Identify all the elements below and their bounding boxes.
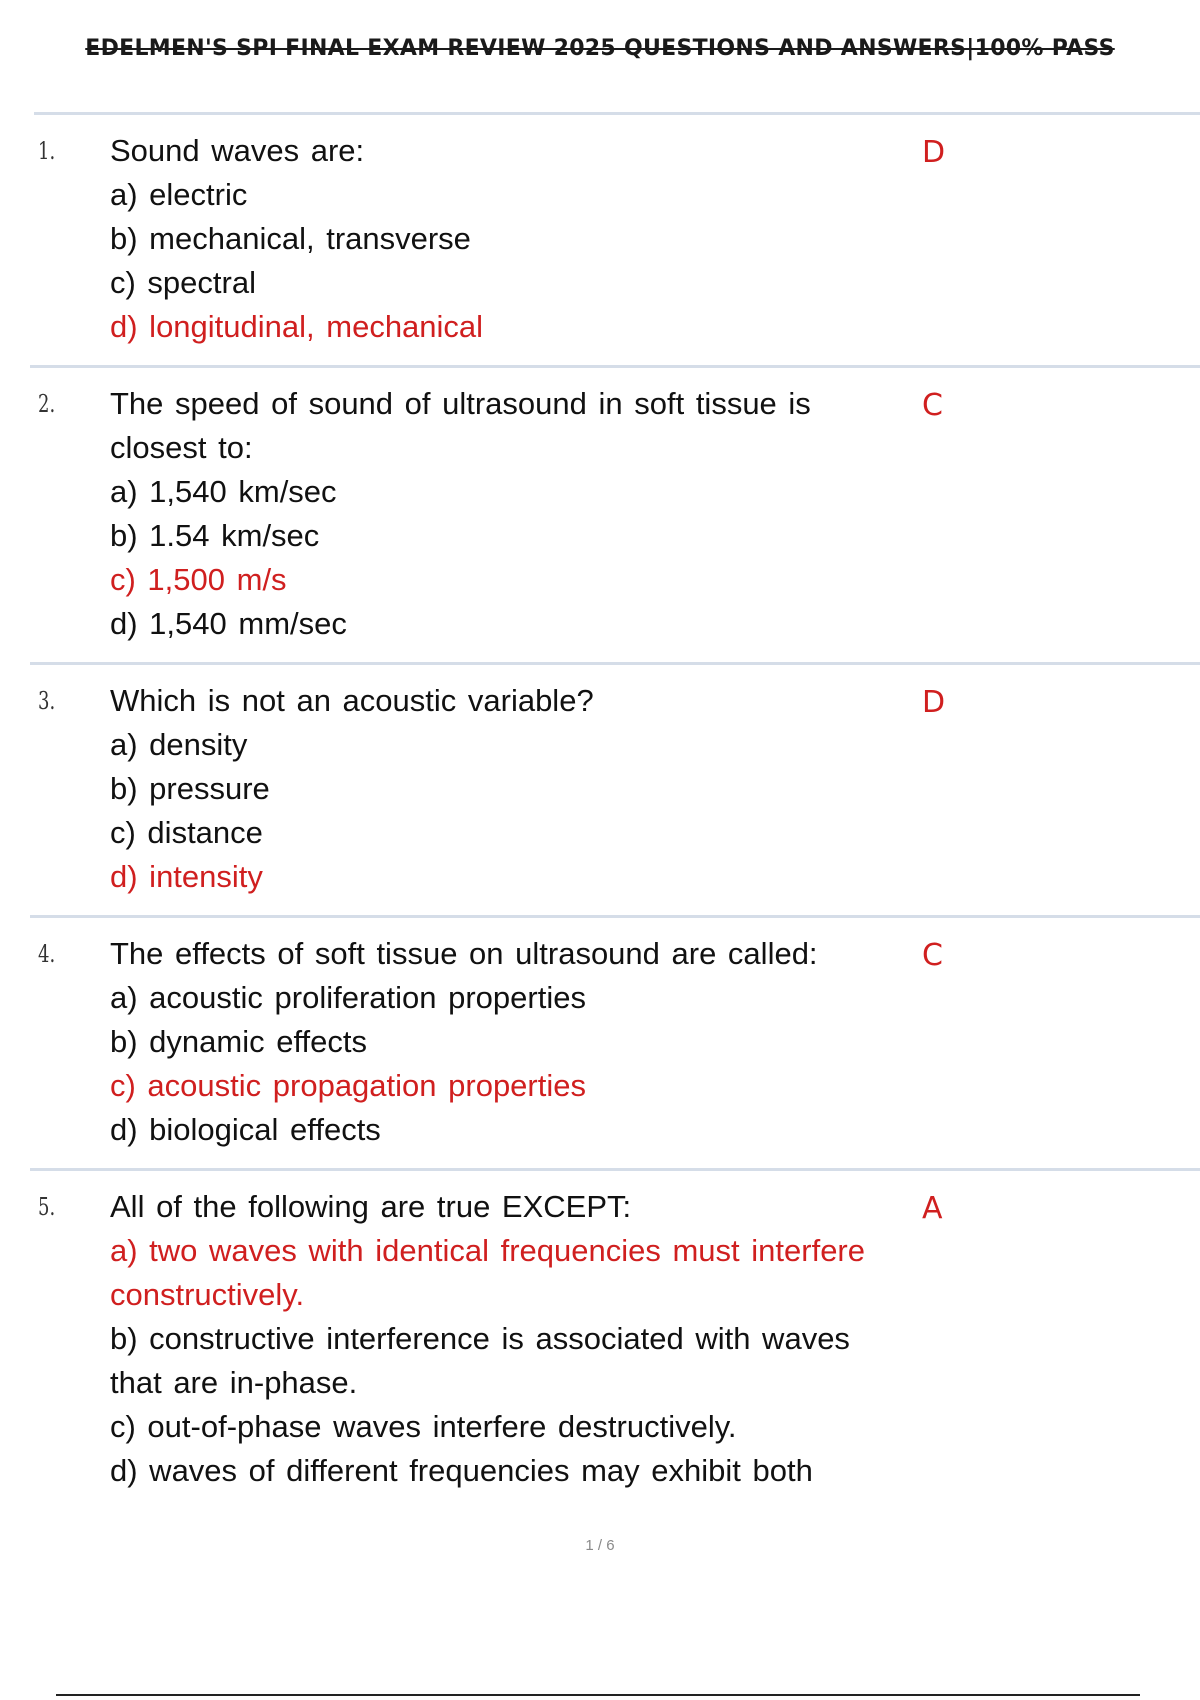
answer-key: C	[922, 938, 943, 973]
question-body	[110, 382, 910, 646]
question-number: 2.	[38, 390, 56, 418]
question-list	[30, 115, 1200, 1509]
option-d-correct: d) longitudinal, mechanical	[110, 309, 484, 344]
question-text: All of the following are true EXCEPT:	[110, 1189, 632, 1224]
document-header	[0, 36, 1200, 61]
question-text: Sound waves are:	[110, 133, 365, 168]
question-row	[30, 115, 1200, 368]
option-a: a) acoustic proliferation properties	[110, 980, 586, 1015]
option-b: b) mechanical, transverse	[110, 221, 471, 256]
option-c: c) out-of-phase waves interfere destructively.	[110, 1409, 737, 1444]
option-c: c) spectral	[110, 265, 256, 300]
question-number: 4.	[38, 940, 56, 968]
option-b: b) pressure	[110, 771, 270, 806]
question-body	[110, 932, 910, 1152]
question-text: Which is not an acoustic variable?	[110, 683, 594, 718]
question-number: 3.	[38, 687, 56, 715]
question-body	[110, 129, 910, 349]
question-number: 5.	[38, 1193, 56, 1221]
answer-key: D	[922, 685, 946, 720]
answer-key: D	[922, 135, 946, 170]
option-c-correct: c) 1,500 m/s	[110, 562, 287, 597]
option-c: c) distance	[110, 815, 263, 850]
question-row	[30, 918, 1200, 1171]
option-d: d) 1,540 mm/sec	[110, 606, 347, 641]
question-text: The speed of sound of ultrasound in soft tissue is closest to:	[110, 386, 811, 465]
question-text: The effects of soft tissue on ultrasound are called:	[110, 936, 818, 971]
question-body	[110, 1185, 910, 1493]
question-number: 1.	[38, 137, 56, 165]
option-a: a) 1,540 km/sec	[110, 474, 337, 509]
answer-key: C	[922, 388, 943, 423]
option-a-correct: a) two waves with identical frequencies must interfere constructively.	[110, 1233, 865, 1312]
page-number: 1 / 6	[585, 1537, 615, 1554]
question-row	[30, 368, 1200, 665]
option-b: b) constructive interference is associated with waves that are in-phase.	[110, 1321, 850, 1400]
option-d-correct: d) intensity	[110, 859, 263, 894]
footer-divider	[56, 1694, 1140, 1696]
option-d: d) biological effects	[110, 1112, 381, 1147]
question-row	[30, 1171, 1200, 1509]
option-b: b) 1.54 km/sec	[110, 518, 320, 553]
option-b: b) dynamic effects	[110, 1024, 367, 1059]
option-c-correct: c) acoustic propagation properties	[110, 1068, 586, 1103]
option-a: a) electric	[110, 177, 248, 212]
question-body	[110, 679, 910, 899]
option-a: a) density	[110, 727, 248, 762]
option-d: d) waves of different frequencies may exhibit both	[110, 1453, 813, 1488]
answer-key: A	[922, 1191, 943, 1226]
question-row	[30, 665, 1200, 918]
document-title: EDELMEN'S SPI FINAL EXAM REVIEW 2025 QUESTIONS AND ANSWERS|100% PASS	[85, 36, 1115, 61]
